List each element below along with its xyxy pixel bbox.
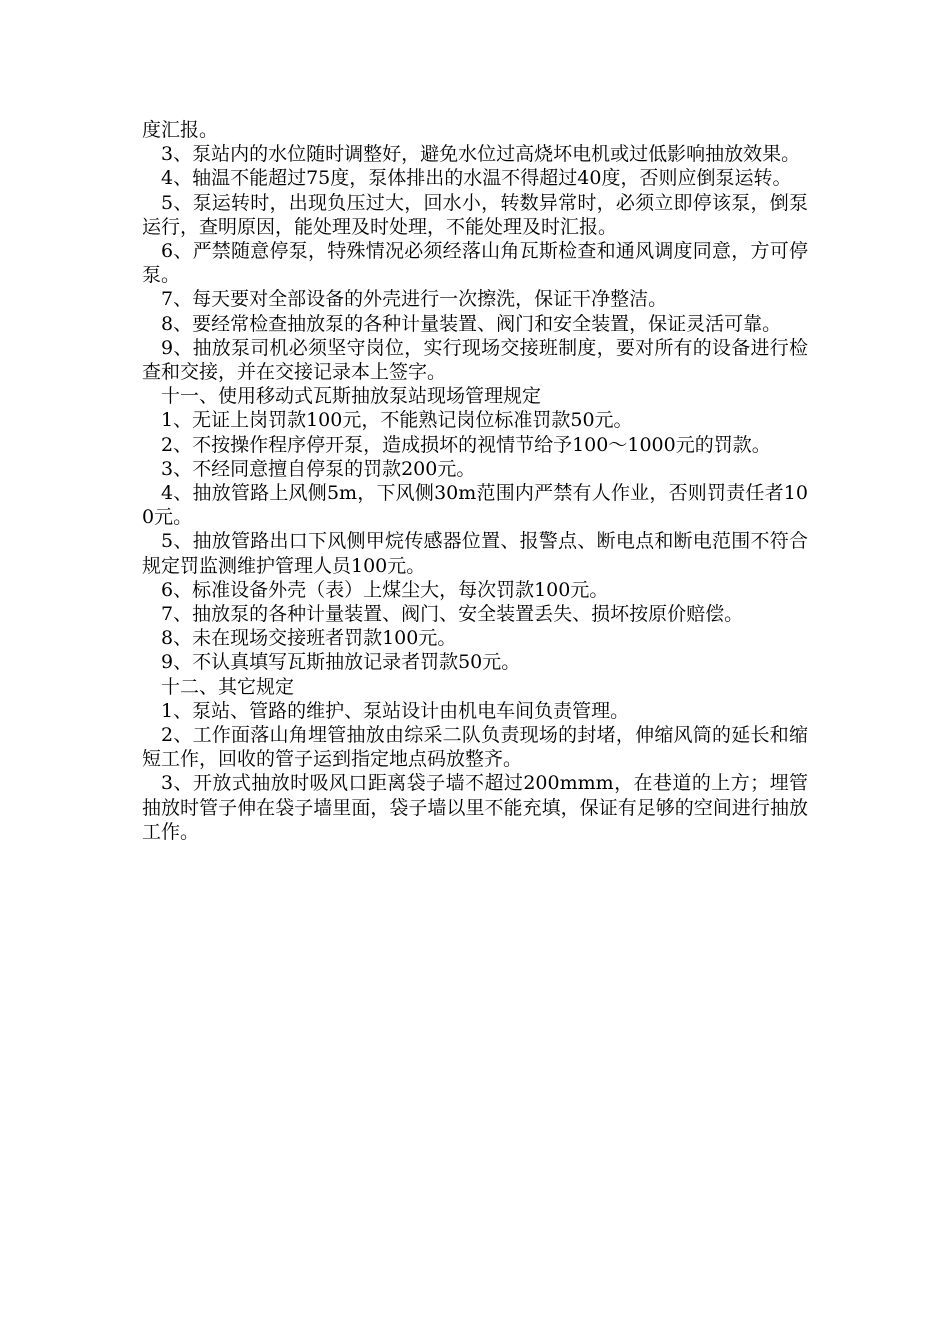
- penalty-item-9: 9、不认真填写瓦斯抽放记录者罚款50元。: [161, 651, 521, 674]
- penalty-item-8: 8、未在现场交接班者罚款100元。: [161, 627, 457, 650]
- rule-item-8: 8、要经常检查抽放泵的各种计量装置、阀门和安全装置，保证灵活可靠。: [161, 312, 782, 335]
- penalty-item-1: 1、无证上岗罚款100元，不能熟记岗位标准罚款50元。: [161, 409, 633, 432]
- penalty-item-5: 5、抽放管路出口下风侧甲烷传感器位置、报警点、断电点和断电范围不符合规定罚监测维护管理人员100元。: [142, 530, 808, 577]
- penalty-item-2: 2、不按操作程序停开泵，造成损坏的视情节给予100～1000元的罚款。: [161, 433, 771, 456]
- rule-item-7: 7、每天要对全部设备的外壳进行一次擦洗，保证干净整洁。: [161, 288, 668, 311]
- other-rule-item-1: 1、泵站、管路的维护、泵站设计由机电车间负责管理。: [161, 699, 630, 722]
- rule-item-3: 3、泵站内的水位随时调整好，避免水位过高烧坏电机或过低影响抽放效果。: [161, 143, 801, 166]
- rule-item-6: 6、严禁随意停泵，特殊情况必须经落山角瓦斯检查和通风调度同意，方可停泵。: [142, 240, 808, 287]
- other-rule-item-3: 3、开放式抽放时吸风口距离袋子墙不超过200mmm，在巷道的上方；埋管抽放时管子伸在袋子墙里面，袋子墙以里不能充填，保证有足够的空间进行抽放工作。: [142, 772, 808, 843]
- penalty-item-6: 6、标准设备外壳（表）上煤尘大，每次罚款100元。: [161, 578, 609, 601]
- section-heading-12: 十二、其它规定: [161, 675, 295, 698]
- penalty-item-3: 3、不经同意擅自停泵的罚款200元。: [161, 457, 476, 480]
- rule-item-5: 5、泵运转时，出现负压过大，回水小，转数异常时，必须立即停该泵，倒泵运行，查明原因，能处理及时处理，不能处理及时汇报。: [142, 191, 808, 238]
- other-rule-item-2: 2、工作面落山角埋管抽放由综采二队负责现场的封堵，伸缩风筒的延长和缩短工作，回收的管子运到指定地点码放整齐。: [142, 724, 808, 771]
- penalty-item-4: 4、抽放管路上风侧5m，下风侧30m范围内严禁有人作业，否则罚责任者100元。: [142, 482, 808, 529]
- penalty-item-7: 7、抽放泵的各种计量装置、阀门、安全装置丢失、损坏按原价赔偿。: [161, 603, 744, 626]
- rule-item-9: 9、抽放泵司机必须坚守岗位，实行现场交接班制度，要对所有的设备进行检查和交接，并在交接记录本上签字。: [142, 336, 808, 384]
- document-page: [142, 118, 808, 844]
- paragraph-continuation: 度汇报。: [142, 119, 219, 141]
- section-heading-11: 十一、使用移动式瓦斯抽放泵站现场管理规定: [161, 385, 542, 408]
- rule-item-4: 4、轴温不能超过75度，泵体排出的水温不得超过40度，否则应倒泵运转。: [161, 167, 792, 190]
